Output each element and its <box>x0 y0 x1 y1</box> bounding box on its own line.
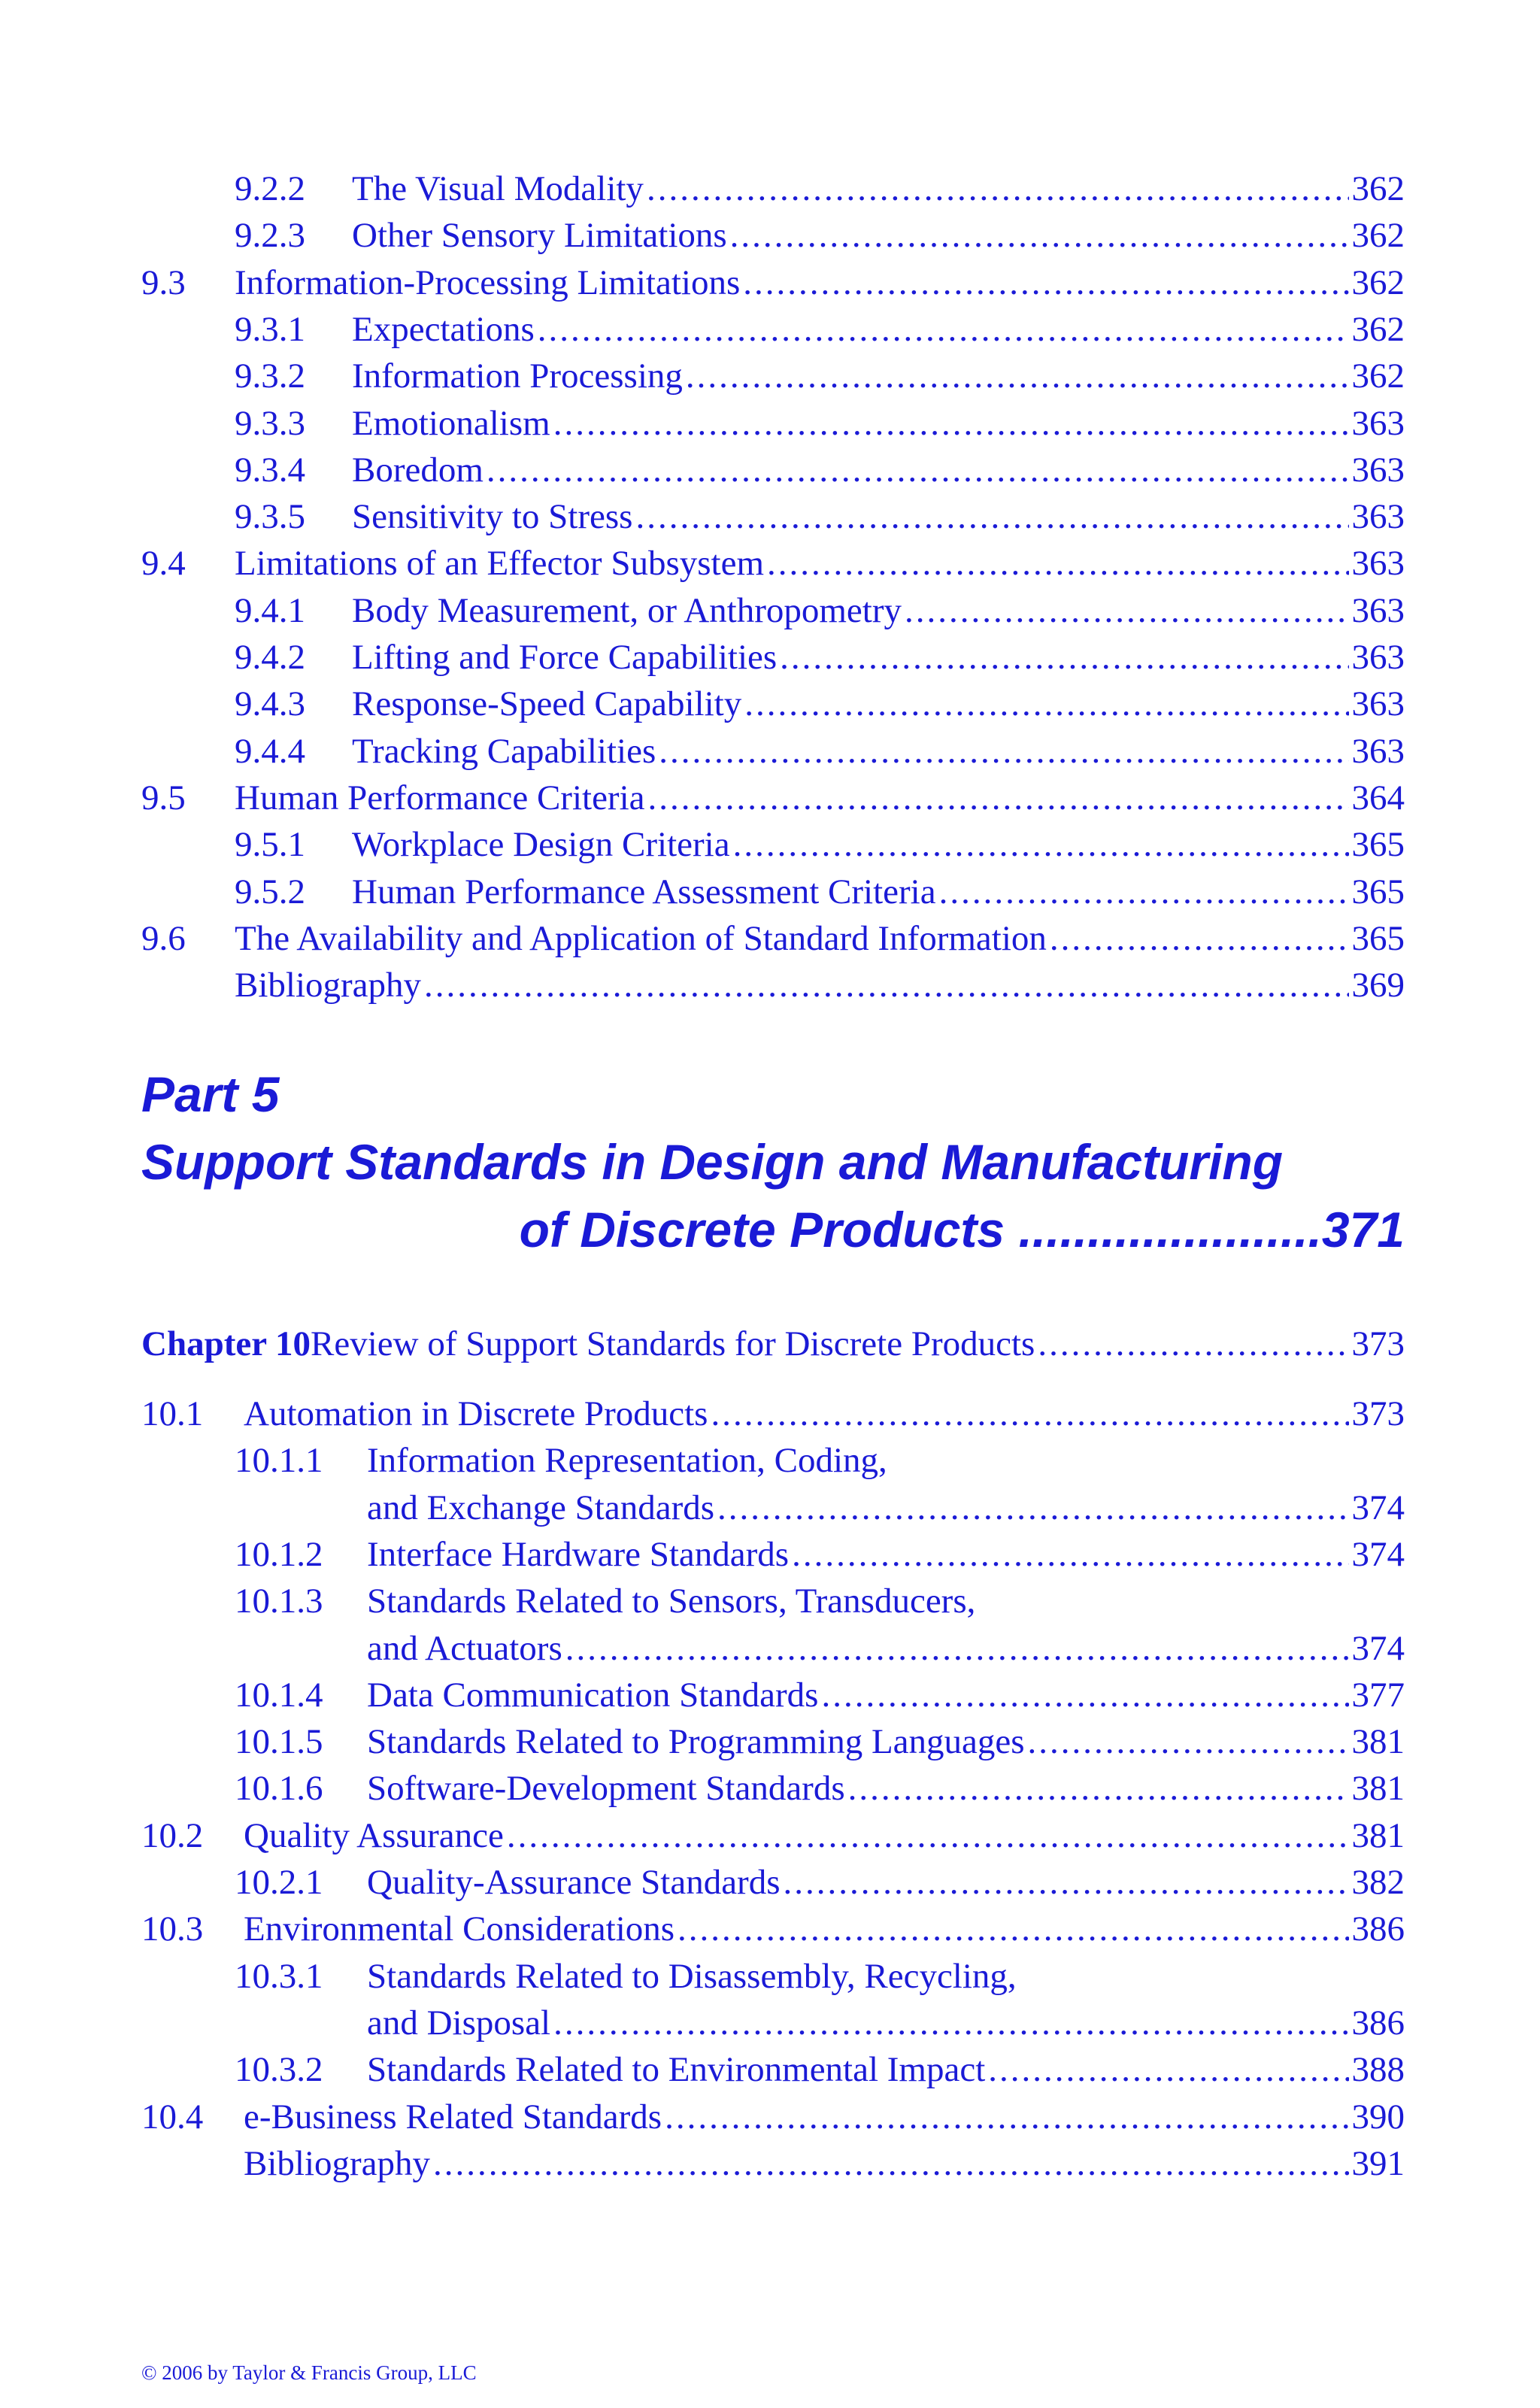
toc-entry[interactable] <box>235 635 1405 679</box>
part-heading <box>141 1060 1405 1263</box>
toc-entry-title: and Exchange Standards <box>367 1488 715 1527</box>
toc-entry-title: and Disposal <box>367 2003 551 2043</box>
leader-dots <box>487 448 1349 492</box>
toc-entry-title: Lifting and Force Capabilities <box>352 638 778 677</box>
toc-entry[interactable] <box>141 261 1405 305</box>
toc-entry-title: Bibliography <box>244 2143 431 2183</box>
leader-dots <box>648 776 1349 820</box>
toc-entry-title: e-Business Related Standards <box>244 2097 662 2137</box>
toc-entry-title: Information-Processing Limitations <box>235 262 741 302</box>
leader-dots <box>1050 917 1349 960</box>
toc-entry-page-number: 363 <box>1351 450 1405 490</box>
toc-entry-number: 10.3.2 <box>235 2050 323 2090</box>
leader-dots <box>635 495 1348 538</box>
toc-entry-title: Quality-Assurance Standards <box>367 1863 781 1902</box>
leader-dots <box>730 214 1349 257</box>
toc-entry[interactable] <box>141 963 1405 1007</box>
toc-entry-number: 10.4 <box>141 2097 204 2137</box>
toc-entry-title: Standards Related to Environmental Impact <box>367 2050 986 2090</box>
toc-entry-page-number: 381 <box>1351 1722 1405 1762</box>
toc-entry-number: 10.1.3 <box>235 1582 323 1621</box>
toc-entry-title: Information Representation, Coding, <box>367 1441 887 1481</box>
part-title-line2-text: of Discrete Products <box>519 1202 1005 1257</box>
toc-entry-page-number: 391 <box>1351 2143 1405 2183</box>
chapter-heading[interactable] <box>141 1322 1405 1366</box>
leader-dots <box>821 1673 1348 1717</box>
leader-dots <box>717 1486 1348 1530</box>
toc-entry[interactable] <box>235 1955 1405 1998</box>
part-dots: ...................... <box>1018 1202 1322 1257</box>
toc-entry-title: Quality Assurance <box>244 1815 504 1855</box>
toc-entry-page-number: 374 <box>1351 1488 1405 1527</box>
toc-entry-title: and Actuators <box>367 1628 562 1668</box>
toc-entry-number: 10.3 <box>141 1909 204 1949</box>
toc-entry-page-number: 364 <box>1351 778 1405 817</box>
toc-entry-title: The Visual Modality <box>352 169 644 208</box>
toc-entry-title: Standards Related to Disassembly, Recycling, <box>367 1956 1017 1996</box>
toc-entry-number: 10.1.4 <box>235 1675 323 1715</box>
toc-entry[interactable] <box>235 495 1405 538</box>
toc-entry-number: 9.2.2 <box>235 169 305 208</box>
chapter-label: Chapter 10 <box>141 1324 311 1363</box>
toc-entry-title: Human Performance Assessment Criteria <box>352 872 936 911</box>
toc-entry-title: Emotionalism <box>352 403 550 443</box>
toc-entry-title: Response-Speed Capability <box>352 684 742 724</box>
toc-entry-page-number: 362 <box>1351 309 1405 349</box>
toc-entry[interactable] <box>235 448 1405 492</box>
toc-entry-number: 9.3.1 <box>235 309 305 349</box>
leader-dots <box>939 870 1349 914</box>
toc-entry-number: 9.5.1 <box>235 825 305 865</box>
chapter-title: Review of Support Standards for Discrete Products <box>311 1324 1035 1363</box>
toc-entry-title: Interface Hardware Standards <box>367 1534 790 1574</box>
toc-entry-page-number: 363 <box>1351 731 1405 771</box>
toc-entry-page-number: 362 <box>1351 169 1405 208</box>
toc-entry[interactable] <box>235 354 1405 398</box>
toc-entry-number: 9.3.3 <box>235 403 305 443</box>
toc-entry-page-number: 365 <box>1351 825 1405 865</box>
toc-entry-number: 9.4.2 <box>235 638 305 677</box>
toc-entry-page-number: 386 <box>1351 2003 1405 2043</box>
toc-entry-page-number: 390 <box>1351 2097 1405 2137</box>
toc-entry-number: 9.4 <box>141 544 186 584</box>
toc-entry-page-number: 363 <box>1351 590 1405 630</box>
toc-entry-page-number: 381 <box>1351 1815 1405 1855</box>
leader-dots <box>792 1533 1348 1576</box>
leader-dots <box>780 635 1348 679</box>
toc-entry-page-number: 363 <box>1351 403 1405 443</box>
leader-dots <box>744 682 1348 726</box>
toc-entry-page-number: 365 <box>1351 872 1405 911</box>
leader-dots <box>647 167 1349 211</box>
toc-entry[interactable] <box>235 308 1405 351</box>
toc-entry[interactable] <box>235 1767 1405 1810</box>
leader-dots <box>711 1392 1348 1436</box>
toc-entry-page-number: 362 <box>1351 216 1405 256</box>
toc-entry-number: 9.3.4 <box>235 450 305 490</box>
toc-entry-title: Bibliography <box>235 966 422 1005</box>
leader-dots <box>507 1814 1349 1858</box>
toc-entry-title: Standards Related to Sensors, Transducers, <box>367 1582 976 1621</box>
toc-entry[interactable] <box>141 917 1405 960</box>
toc-entry[interactable] <box>235 1533 1405 1576</box>
toc-entry-number: 10.1.1 <box>235 1441 323 1481</box>
toc-entry-number: 9.5.2 <box>235 872 305 911</box>
toc-entry-title: Boredom <box>352 450 484 490</box>
toc-entry-number: 9.4.3 <box>235 684 305 724</box>
leader-dots <box>767 541 1348 585</box>
leader-dots <box>1028 1720 1349 1764</box>
toc-entry[interactable] <box>235 2048 1405 2091</box>
toc-entry[interactable] <box>141 1814 1405 1858</box>
leader-dots <box>848 1767 1349 1810</box>
leader-dots <box>743 261 1348 305</box>
toc-entry[interactable] <box>235 1673 1405 1717</box>
toc-entry[interactable] <box>235 682 1405 726</box>
toc-entry-number: 9.6 <box>141 918 186 958</box>
toc-entry-title: Environmental Considerations <box>244 1909 675 1949</box>
toc-entry-number: 9.3.2 <box>235 356 305 396</box>
toc-entry[interactable] <box>367 1486 1405 1530</box>
toc-entry-title: Body Measurement, or Anthropometry <box>352 590 902 630</box>
toc-entry-title: Other Sensory Limitations <box>352 216 727 256</box>
toc-entry-page-number: 363 <box>1351 684 1405 724</box>
toc-entry-number: 10.2 <box>141 1815 204 1855</box>
toc-entry-page-number: 369 <box>1351 966 1405 1005</box>
toc-entry[interactable] <box>141 541 1405 585</box>
toc-entry-number: 9.5 <box>141 778 186 817</box>
part-page-number: 371 <box>1321 1202 1405 1257</box>
toc-entry-title: Software-Development Standards <box>367 1769 845 1809</box>
toc-entry[interactable] <box>141 2142 1405 2185</box>
toc-entry-title: Standards Related to Programming Languages <box>367 1722 1025 1762</box>
leader-dots <box>565 1627 1349 1670</box>
toc-entry[interactable] <box>235 1720 1405 1764</box>
toc-entry-page-number: 374 <box>1351 1628 1405 1668</box>
toc-entry-page-number: 363 <box>1351 544 1405 584</box>
toc-entry-page-number: 381 <box>1351 1769 1405 1809</box>
toc-entry-title: The Availability and Application of Standard Information <box>235 918 1047 958</box>
part-label: Part 5 <box>141 1066 280 1122</box>
toc-entry-number: 9.4.4 <box>235 731 305 771</box>
toc-entry[interactable] <box>235 167 1405 211</box>
leader-dots <box>659 729 1348 773</box>
toc-entry-page-number: 377 <box>1351 1675 1405 1715</box>
toc-entry[interactable] <box>235 1861 1405 1904</box>
toc-entry[interactable] <box>235 729 1405 773</box>
toc-entry-number: 10.3.1 <box>235 1956 323 1996</box>
leader-dots <box>686 354 1349 398</box>
toc-entry-page-number: 365 <box>1351 918 1405 958</box>
toc-entry[interactable] <box>235 870 1405 914</box>
toc-entry-number: 9.3 <box>141 262 186 302</box>
toc-entry-number: 10.1.5 <box>235 1722 323 1762</box>
leader-dots <box>905 589 1349 632</box>
toc-entry-title: Information Processing <box>352 356 683 396</box>
toc-entry-title: Expectations <box>352 309 535 349</box>
toc-entry-page-number: 363 <box>1351 638 1405 677</box>
copyright-footer: © 2006 by Taylor & Francis Group, LLC <box>141 2361 477 2384</box>
leader-dots <box>678 1907 1348 1951</box>
toc-entry-title: Limitations of an Effector Subsystem <box>235 544 765 584</box>
toc-entry[interactable] <box>235 823 1405 866</box>
leader-dots <box>553 402 1349 445</box>
leader-dots <box>733 823 1349 866</box>
toc-entry[interactable] <box>235 1579 1405 1623</box>
leader-dots <box>1038 1322 1348 1366</box>
toc-entry-page-number: 386 <box>1351 1909 1405 1949</box>
toc-entry-page-number: 373 <box>1351 1394 1405 1433</box>
toc-entry-number: 10.2.1 <box>235 1863 323 1902</box>
toc-entry-page-number: 363 <box>1351 497 1405 537</box>
toc-entry-page-number: 362 <box>1351 262 1405 302</box>
toc-entry[interactable] <box>235 1439 1405 1482</box>
leader-dots <box>988 2048 1348 2091</box>
leader-dots <box>424 963 1348 1007</box>
part-title-line2 <box>141 1196 1405 1263</box>
toc-entry-page-number: 382 <box>1351 1863 1405 1902</box>
toc-entry[interactable] <box>235 589 1405 632</box>
toc-entry-number: 9.2.3 <box>235 216 305 256</box>
toc-entry-page-number: 374 <box>1351 1534 1405 1574</box>
toc-entry-title: Human Performance Criteria <box>235 778 645 817</box>
toc-entry[interactable] <box>141 2095 1405 2139</box>
toc-entry-title: Workplace Design Criteria <box>352 825 730 865</box>
toc-entry-page-number: 362 <box>1351 356 1405 396</box>
toc-entry-number: 9.4.1 <box>235 590 305 630</box>
toc-entry-title: Data Communication Standards <box>367 1675 819 1715</box>
toc-entry-number: 9.3.5 <box>235 497 305 537</box>
toc-entry[interactable] <box>235 214 1405 257</box>
leader-dots <box>433 2142 1348 2185</box>
leader-dots <box>538 308 1349 351</box>
leader-dots <box>784 1861 1349 1904</box>
toc-entry-number: 10.1 <box>141 1394 204 1433</box>
toc-entry-page-number: 388 <box>1351 2050 1405 2090</box>
leader-dots <box>553 2001 1348 2045</box>
chapter-page-number: 373 <box>1351 1324 1405 1363</box>
part-title-line1: Support Standards in Design and Manufacturing <box>141 1134 1284 1190</box>
toc-entry[interactable] <box>141 1907 1405 1951</box>
toc-entry-title: Automation in Discrete Products <box>244 1394 708 1433</box>
leader-dots <box>665 2095 1348 2139</box>
toc-entry[interactable] <box>367 1627 1405 1670</box>
toc-entry-number: 10.1.2 <box>235 1534 323 1574</box>
toc-entry[interactable] <box>235 402 1405 445</box>
toc-entry[interactable] <box>141 776 1405 820</box>
toc-entry-title: Tracking Capabilities <box>352 731 656 771</box>
toc-entry[interactable] <box>367 2001 1405 2045</box>
toc-entry[interactable] <box>141 1392 1405 1436</box>
toc-entry-title: Sensitivity to Stress <box>352 497 633 537</box>
toc-entry-number: 10.1.6 <box>235 1769 323 1809</box>
